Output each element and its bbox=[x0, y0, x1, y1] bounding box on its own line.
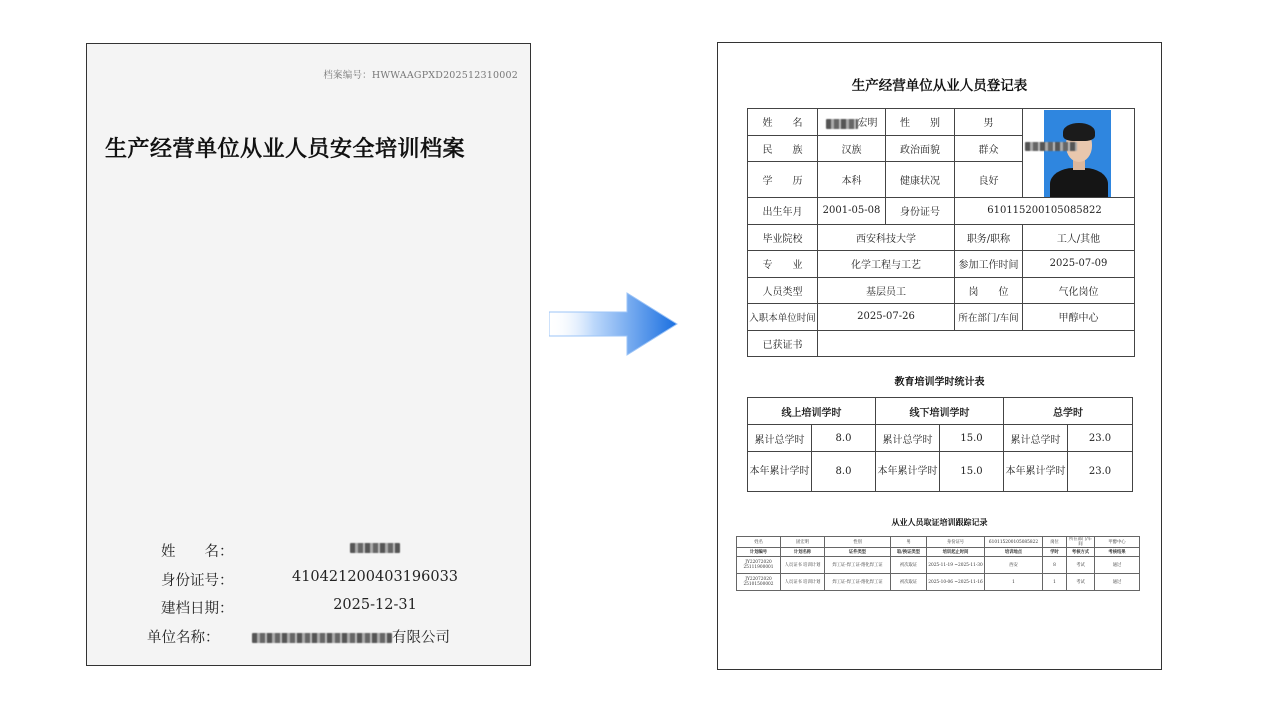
job-title-value: 工人/其他 bbox=[1023, 224, 1135, 251]
track-cell: 考试 bbox=[1067, 557, 1095, 574]
work-start-value: 2025-07-09 bbox=[1023, 251, 1135, 278]
training-hours-table bbox=[747, 397, 1133, 492]
gender-value: 男 bbox=[955, 109, 1023, 136]
post-value: 气化岗位 bbox=[1023, 277, 1135, 304]
name-tail: 宏明 bbox=[857, 118, 878, 130]
cover-unit-row bbox=[143, 626, 503, 655]
total-hours-header: 总学时 bbox=[1004, 398, 1133, 425]
track-summary-cell: 所在部门/车间 bbox=[1067, 537, 1095, 548]
health-label: 健康状况 bbox=[886, 162, 955, 198]
dept-label: 所在部门/车间 bbox=[955, 304, 1023, 331]
edu-label: 学 历 bbox=[748, 162, 818, 198]
join-date-label: 入职本单位时间 bbox=[748, 304, 818, 331]
track-summary-cell: 甲醇中心 bbox=[1095, 537, 1140, 548]
political-label: 政治面貌 bbox=[886, 135, 955, 162]
staff-type-value: 基层员工 bbox=[818, 277, 955, 304]
school-value: 西安科技大学 bbox=[818, 224, 955, 251]
join-date-value: 2025-07-26 bbox=[818, 304, 955, 331]
cover-name-value bbox=[255, 540, 495, 556]
track-header: 取/换证类型 bbox=[891, 548, 927, 557]
track-cell: 人员证书 培训计划 bbox=[781, 574, 825, 591]
sum-total: 23.0 bbox=[1068, 425, 1133, 452]
info-row bbox=[748, 304, 1135, 331]
redacted-overlay bbox=[1025, 142, 1077, 151]
track-header: 培训地点 bbox=[985, 548, 1043, 557]
track-header: 培训起止时间 bbox=[927, 548, 985, 557]
track-cell: 焊工证-焊工证-熔化焊工证 bbox=[825, 557, 891, 574]
track-header: 学时 bbox=[1043, 548, 1067, 557]
track-summary-cell: 身份证号 bbox=[927, 537, 985, 548]
track-header: 考核方式 bbox=[1067, 548, 1095, 557]
staff-type-label: 人员类型 bbox=[748, 277, 818, 304]
archive-number: 档案编号：HWWAAGPXD202512310002 bbox=[323, 70, 518, 81]
year-label: 本年累计学时 bbox=[876, 452, 940, 492]
track-summary-cell: 姓名 bbox=[737, 537, 781, 548]
ethnic-value: 汉族 bbox=[818, 135, 886, 162]
cover-unit-value bbox=[231, 626, 471, 647]
job-title-label: 职务/职称 bbox=[955, 224, 1023, 251]
offline-hours-header: 线下培训学时 bbox=[876, 398, 1004, 425]
track-cell: 2025-10-06 ~2025-11-16 bbox=[927, 574, 985, 591]
track-cell: 初次取证 bbox=[891, 574, 927, 591]
track-cell: 通过 bbox=[1095, 574, 1140, 591]
info-row bbox=[748, 277, 1135, 304]
cover-date-label: 建档日期： bbox=[161, 601, 234, 617]
track-cell: 考试 bbox=[1067, 574, 1095, 591]
major-label: 专 业 bbox=[748, 251, 818, 278]
political-value: 群众 bbox=[955, 135, 1023, 162]
cover-id-row bbox=[143, 569, 503, 598]
year-label: 本年累计学时 bbox=[1004, 452, 1068, 492]
track-cell: 西安 bbox=[985, 557, 1043, 574]
hours-section-title: 教育培训学时统计表 bbox=[894, 377, 985, 388]
track-cell: 人员证书 培训计划 bbox=[781, 557, 825, 574]
track-cell: 8 bbox=[1043, 557, 1067, 574]
cover-date-row bbox=[143, 597, 503, 626]
health-value: 良好 bbox=[955, 162, 1023, 198]
cover-date-value: 2025-12-31 bbox=[333, 597, 417, 613]
cover-unit-suffix: 有限公司 bbox=[392, 629, 450, 646]
online-year: 8.0 bbox=[812, 452, 876, 492]
track-cell: 通过 bbox=[1095, 557, 1140, 574]
cert-training-track-table bbox=[736, 536, 1140, 591]
track-cell: 2025-11-19 ~2025-11-30 bbox=[927, 557, 985, 574]
total-label: 累计总学时 bbox=[1004, 425, 1068, 452]
online-hours-header: 线上培训学时 bbox=[748, 398, 876, 425]
post-label: 岗 位 bbox=[955, 277, 1023, 304]
photo-cell bbox=[1023, 109, 1135, 198]
name-value-cell bbox=[818, 109, 886, 136]
info-row bbox=[748, 251, 1135, 278]
info-row bbox=[748, 224, 1135, 251]
track-section-title: 从业人员取证培训跟踪记录 bbox=[891, 517, 988, 527]
cover-name-row bbox=[143, 540, 503, 569]
redacted-name bbox=[350, 543, 400, 553]
birth-value: 2001-05-08 bbox=[818, 198, 886, 225]
track-header: 计划编号 bbox=[737, 548, 781, 557]
hours-total-row bbox=[748, 425, 1133, 452]
name-label-cell bbox=[748, 109, 818, 136]
cover-title: 生产经营单位从业人员安全培训档案 bbox=[105, 136, 466, 162]
cover-fields bbox=[143, 540, 503, 654]
track-summary-cell: 性别 bbox=[825, 537, 891, 548]
gender-label: 性 别 bbox=[886, 109, 955, 136]
track-header: 考核结果 bbox=[1095, 548, 1140, 557]
track-summary-cell: 610115200105085822 bbox=[985, 537, 1043, 548]
id-photo bbox=[1044, 110, 1111, 198]
track-summary-cell: 男 bbox=[891, 537, 927, 548]
cover-id-value: 410421200403196033 bbox=[291, 568, 459, 585]
arrow-right-icon bbox=[549, 290, 679, 358]
photo-body bbox=[1050, 168, 1108, 198]
photo-hair bbox=[1063, 123, 1095, 141]
offline-year: 15.0 bbox=[940, 452, 1004, 492]
track-cell: JY22072020 25111900001 bbox=[737, 557, 781, 574]
cover-id-label: 身份证号： bbox=[161, 572, 234, 589]
sum-year: 23.0 bbox=[1068, 452, 1133, 492]
track-summary-row bbox=[737, 537, 1140, 548]
track-cell: 焊工证-焊工证-熔化焊工证 bbox=[825, 574, 891, 591]
ethnic-label: 民 族 bbox=[748, 135, 818, 162]
offline-total: 15.0 bbox=[940, 425, 1004, 452]
track-data-row bbox=[737, 557, 1140, 574]
redacted-name bbox=[826, 119, 858, 129]
track-header: 计划名称 bbox=[781, 548, 825, 557]
school-label: 毕业院校 bbox=[748, 224, 818, 251]
info-row bbox=[748, 330, 1135, 357]
cover-unit-label: 单位名称： bbox=[147, 629, 220, 646]
cover-name-label: 姓 名： bbox=[161, 544, 234, 560]
total-label: 累计总学时 bbox=[876, 425, 940, 452]
track-header: 证件类型 bbox=[825, 548, 891, 557]
info-row bbox=[748, 109, 1135, 136]
name-label: 姓 名 bbox=[762, 118, 803, 130]
track-summary-cell: 岗位 bbox=[1043, 537, 1067, 548]
dept-value: 甲醇中心 bbox=[1023, 304, 1135, 331]
registration-form-page bbox=[717, 42, 1162, 670]
redacted-unit bbox=[252, 633, 392, 643]
major-value: 化学工程与工艺 bbox=[818, 251, 955, 278]
work-start-label: 参加工作时间 bbox=[955, 251, 1023, 278]
id-label: 身份证号 bbox=[886, 198, 955, 225]
track-header-row bbox=[737, 548, 1140, 557]
id-value: 610115200105085822 bbox=[955, 198, 1135, 225]
birth-label: 出生年月 bbox=[748, 198, 818, 225]
archive-cover-page bbox=[86, 43, 531, 666]
track-cell: 1 bbox=[1043, 574, 1067, 591]
track-cell: 1 bbox=[985, 574, 1043, 591]
register-title: 生产经营单位从业人员登记表 bbox=[851, 78, 1028, 94]
total-label: 累计总学时 bbox=[748, 425, 812, 452]
track-cell: 初次取证 bbox=[891, 557, 927, 574]
track-cell: JY22072020 25101500002 bbox=[737, 574, 781, 591]
info-row bbox=[748, 198, 1135, 225]
cert-value bbox=[818, 330, 1135, 357]
year-label: 本年累计学时 bbox=[748, 452, 812, 492]
edu-value: 本科 bbox=[818, 162, 886, 198]
hours-year-row bbox=[748, 452, 1133, 492]
track-summary-cell: 固宏明 bbox=[781, 537, 825, 548]
hours-header-row bbox=[748, 398, 1133, 425]
online-total: 8.0 bbox=[812, 425, 876, 452]
track-data-row bbox=[737, 574, 1140, 591]
cert-label: 已获证书 bbox=[748, 330, 818, 357]
